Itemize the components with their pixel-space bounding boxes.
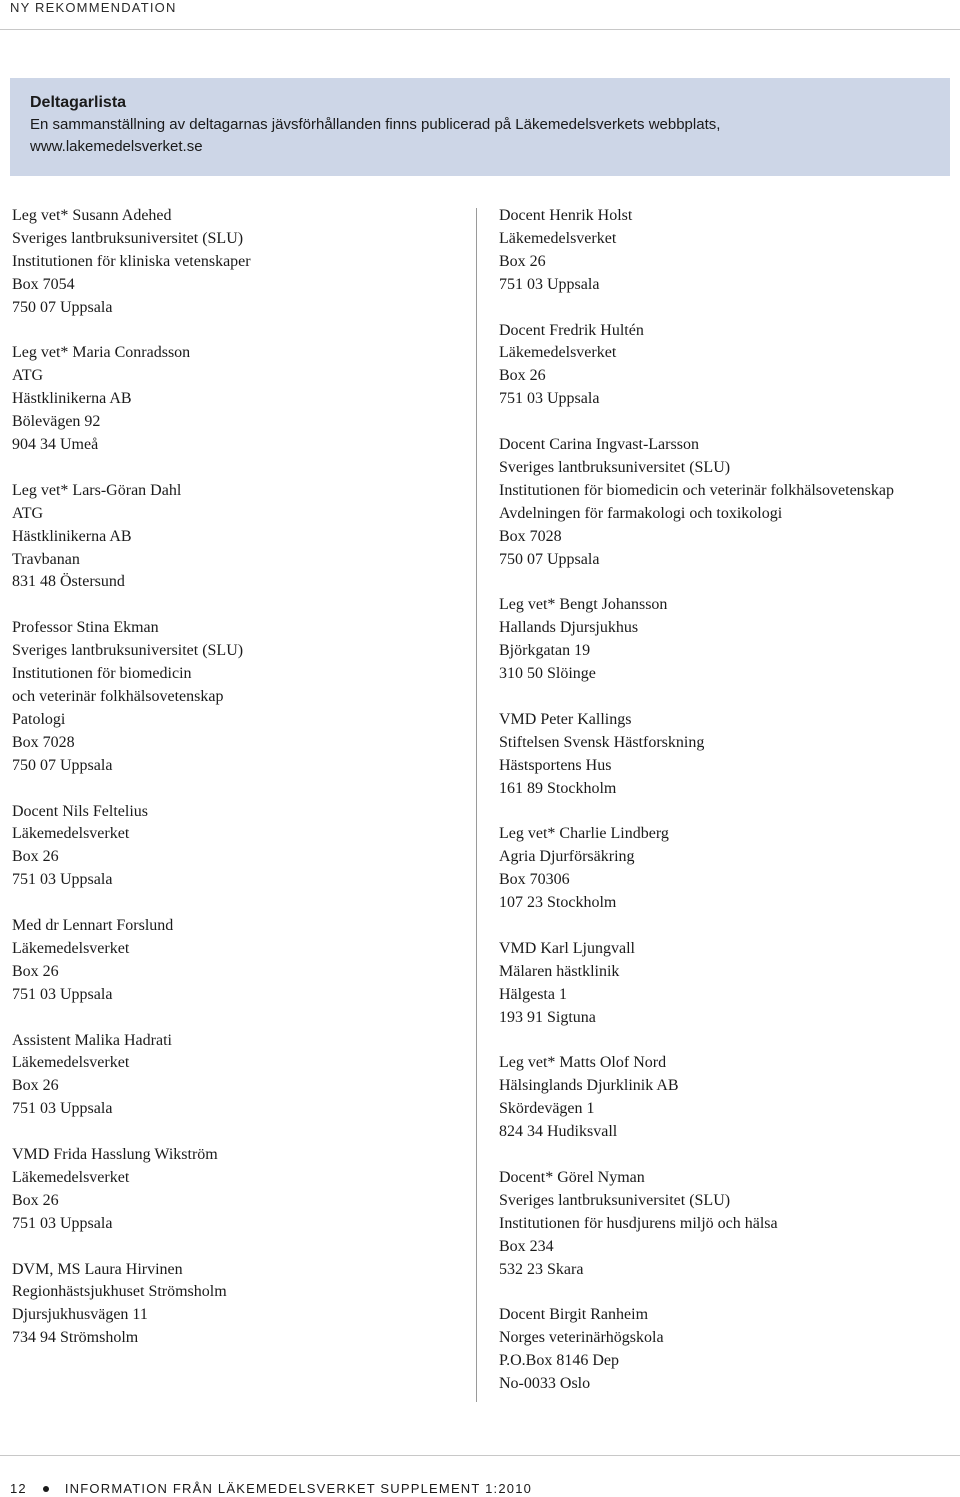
participant-name: Leg vet* Matts Olof Nord	[499, 1054, 667, 1072]
address-line: Box 234	[499, 1237, 554, 1255]
address-line: Hästsportens Hus	[499, 756, 612, 774]
address-line: 751 03 Uppsala	[499, 390, 600, 408]
page-footer	[10, 1480, 532, 1497]
address-line: Hälsinglands Djurklinik AB	[499, 1077, 679, 1095]
participant-name: Assistent Malika Hadrati	[12, 1031, 172, 1049]
address-line: Läkemedelsverket	[499, 229, 617, 247]
address-line: 751 03 Uppsala	[12, 1100, 113, 1118]
participant-entry	[499, 938, 954, 1030]
participant-entry	[12, 915, 472, 1007]
address-line: Institutionen för biomedicin	[12, 665, 192, 683]
address-line: P.O.Box 8146 Dep	[499, 1352, 620, 1370]
address-line: Box 26	[12, 848, 59, 866]
address-line: Läkemedelsverket	[12, 1054, 130, 1072]
address-line: Box 26	[12, 962, 59, 980]
address-line: Läkemedelsverket	[499, 344, 617, 362]
address-line: och veterinär folkhälsovetenskap	[12, 687, 224, 705]
participant-name: Docent* Görel Nyman	[499, 1168, 645, 1186]
publication-title: INFORMATION FRÅN LÄKEMEDELSVERKET SUPPLEMENT 1:2010	[64, 1481, 533, 1496]
address-line: Hästklinikerna AB	[12, 527, 132, 545]
bullet-icon	[43, 1486, 49, 1492]
address-line: 750 07 Uppsala	[499, 550, 600, 568]
address-line: 824 34 Hudiksvall	[499, 1123, 618, 1141]
address-line: 750 07 Uppsala	[12, 756, 113, 774]
participant-name: Med dr Lennart Forslund	[12, 917, 174, 935]
participant-entry	[12, 1259, 472, 1351]
address-line: Box 7054	[12, 275, 75, 293]
participant-name: Docent Henrik Holst	[499, 207, 633, 224]
info-box-link[interactable]: www.lakemedelsverket.se	[30, 138, 203, 155]
participant-name: DVM, MS Laura Hirvinen	[12, 1260, 183, 1278]
participant-entry	[499, 1167, 954, 1282]
address-line: Norges veterinärhögskola	[499, 1329, 664, 1347]
address-line: Läkemedelsverket	[12, 825, 130, 843]
participant-column-left	[12, 205, 472, 1373]
address-line: 310 50 Slöinge	[499, 665, 596, 683]
participant-name: Leg vet* Bengt Johansson	[499, 596, 668, 614]
address-line: 904 34 Umeå	[12, 436, 99, 454]
address-line: Björkgatan 19	[499, 642, 591, 660]
address-line: 107 23 Stockholm	[499, 894, 617, 912]
address-line: Stiftelsen Svensk Hästforskning	[499, 733, 705, 751]
participant-entry	[499, 823, 954, 915]
address-line: Hälgesta 1	[499, 985, 567, 1003]
address-line: Sveriges lantbruksuniversitet (SLU)	[12, 642, 244, 660]
address-line: Läkemedelsverket	[12, 939, 130, 957]
participant-name: Docent Fredrik Hultén	[499, 321, 644, 339]
participant-entry	[12, 801, 472, 893]
participant-name: Leg vet* Maria Conradsson	[12, 344, 191, 362]
address-line: 751 03 Uppsala	[12, 871, 113, 889]
address-line: Box 26	[12, 1077, 59, 1095]
address-line: Travbanan	[12, 550, 80, 568]
address-line: 750 07 Uppsala	[12, 298, 113, 316]
participant-name: VMD Karl Ljungvall	[499, 939, 635, 957]
address-line: ATG	[12, 504, 44, 522]
participant-entry	[499, 205, 954, 297]
address-line: Mälaren hästklinik	[499, 962, 620, 980]
participant-entry	[12, 342, 472, 457]
address-line: Djursjukhusvägen 11	[12, 1306, 148, 1324]
participant-column-right	[499, 205, 954, 1419]
participant-name: Docent Nils Feltelius	[12, 802, 148, 820]
participant-name: VMD Peter Kallings	[499, 710, 632, 728]
participant-entry	[12, 205, 472, 320]
address-line: 532 23 Skara	[499, 1260, 584, 1278]
address-line: Box 7028	[12, 733, 75, 751]
participant-name: Docent Carina Ingvast-Larsson	[499, 436, 699, 454]
column-divider	[476, 208, 477, 1402]
participant-entry	[12, 617, 472, 777]
participant-name: Leg vet* Charlie Lindberg	[499, 825, 669, 843]
address-line: Sveriges lantbruksuniversitet (SLU)	[499, 458, 731, 476]
address-line: Sveriges lantbruksuniversitet (SLU)	[499, 1191, 731, 1209]
address-line: Hästklinikerna AB	[12, 390, 132, 408]
participant-entry	[499, 434, 954, 571]
address-line: Patologi	[12, 710, 66, 728]
participant-name: Professor Stina Ekman	[12, 619, 159, 637]
address-line: Bölevägen 92	[12, 413, 101, 431]
address-line: 751 03 Uppsala	[12, 1214, 113, 1232]
participant-entry	[499, 594, 954, 686]
address-line: Skördevägen 1	[499, 1100, 595, 1118]
address-line: Box 7028	[499, 527, 562, 545]
participant-name: Docent Birgit Ranheim	[499, 1306, 649, 1324]
address-line: No-0033 Oslo	[499, 1375, 591, 1393]
info-box-text: En sammanställning av deltagarnas jävsförhållanden finns publicerad på Läkemedelsverkets webbplats,	[30, 116, 721, 133]
address-line: 751 03 Uppsala	[499, 275, 600, 293]
participant-entry	[499, 1052, 954, 1144]
participant-entry	[499, 320, 954, 412]
address-line: Box 26	[499, 252, 546, 270]
participant-entry	[499, 1304, 954, 1396]
address-line: 193 91 Sigtuna	[499, 1008, 596, 1026]
address-line: Agria Djurförsäkring	[499, 848, 635, 866]
address-line: Läkemedelsverket	[12, 1168, 130, 1186]
participant-name: VMD Frida Hasslung Wikström	[12, 1146, 218, 1164]
participant-list-box	[10, 78, 950, 176]
address-line: Box 26	[499, 367, 546, 385]
info-box-title: Deltagarlista	[30, 94, 127, 111]
address-line: 751 03 Uppsala	[12, 985, 113, 1003]
participant-entry	[499, 709, 954, 801]
address-line: Box 70306	[499, 871, 570, 889]
address-line: Institutionen för kliniska vetenskaper	[12, 252, 251, 270]
address-line: 831 48 Östersund	[12, 573, 125, 591]
participant-entry	[12, 480, 472, 595]
participant-name: Leg vet* Susann Adehed	[12, 207, 172, 224]
address-line: 161 89 Stockholm	[499, 779, 617, 797]
address-line: Hallands Djursjukhus	[499, 619, 639, 637]
address-line: Box 26	[12, 1191, 59, 1209]
top-divider	[0, 29, 960, 30]
bottom-divider	[0, 1455, 960, 1456]
address-line: Regionhästsjukhuset Strömsholm	[12, 1283, 227, 1301]
address-line: Avdelningen för farmakologi och toxikologi	[499, 504, 783, 522]
address-line: Institutionen för husdjurens miljö och hälsa	[499, 1214, 778, 1232]
page-number: 12	[10, 1481, 27, 1496]
section-label: NY REKOMMENDATION	[10, 0, 177, 15]
address-line: ATG	[12, 367, 44, 385]
participant-name: Leg vet* Lars-Göran Dahl	[12, 481, 182, 499]
participant-entry	[12, 1144, 472, 1236]
participant-entry	[12, 1030, 472, 1122]
address-line: Sveriges lantbruksuniversitet (SLU)	[12, 229, 244, 247]
address-line: Institutionen för biomedicin och veterinär folkhälsovetenskap	[499, 481, 894, 499]
address-line: 734 94 Strömsholm	[12, 1329, 139, 1347]
